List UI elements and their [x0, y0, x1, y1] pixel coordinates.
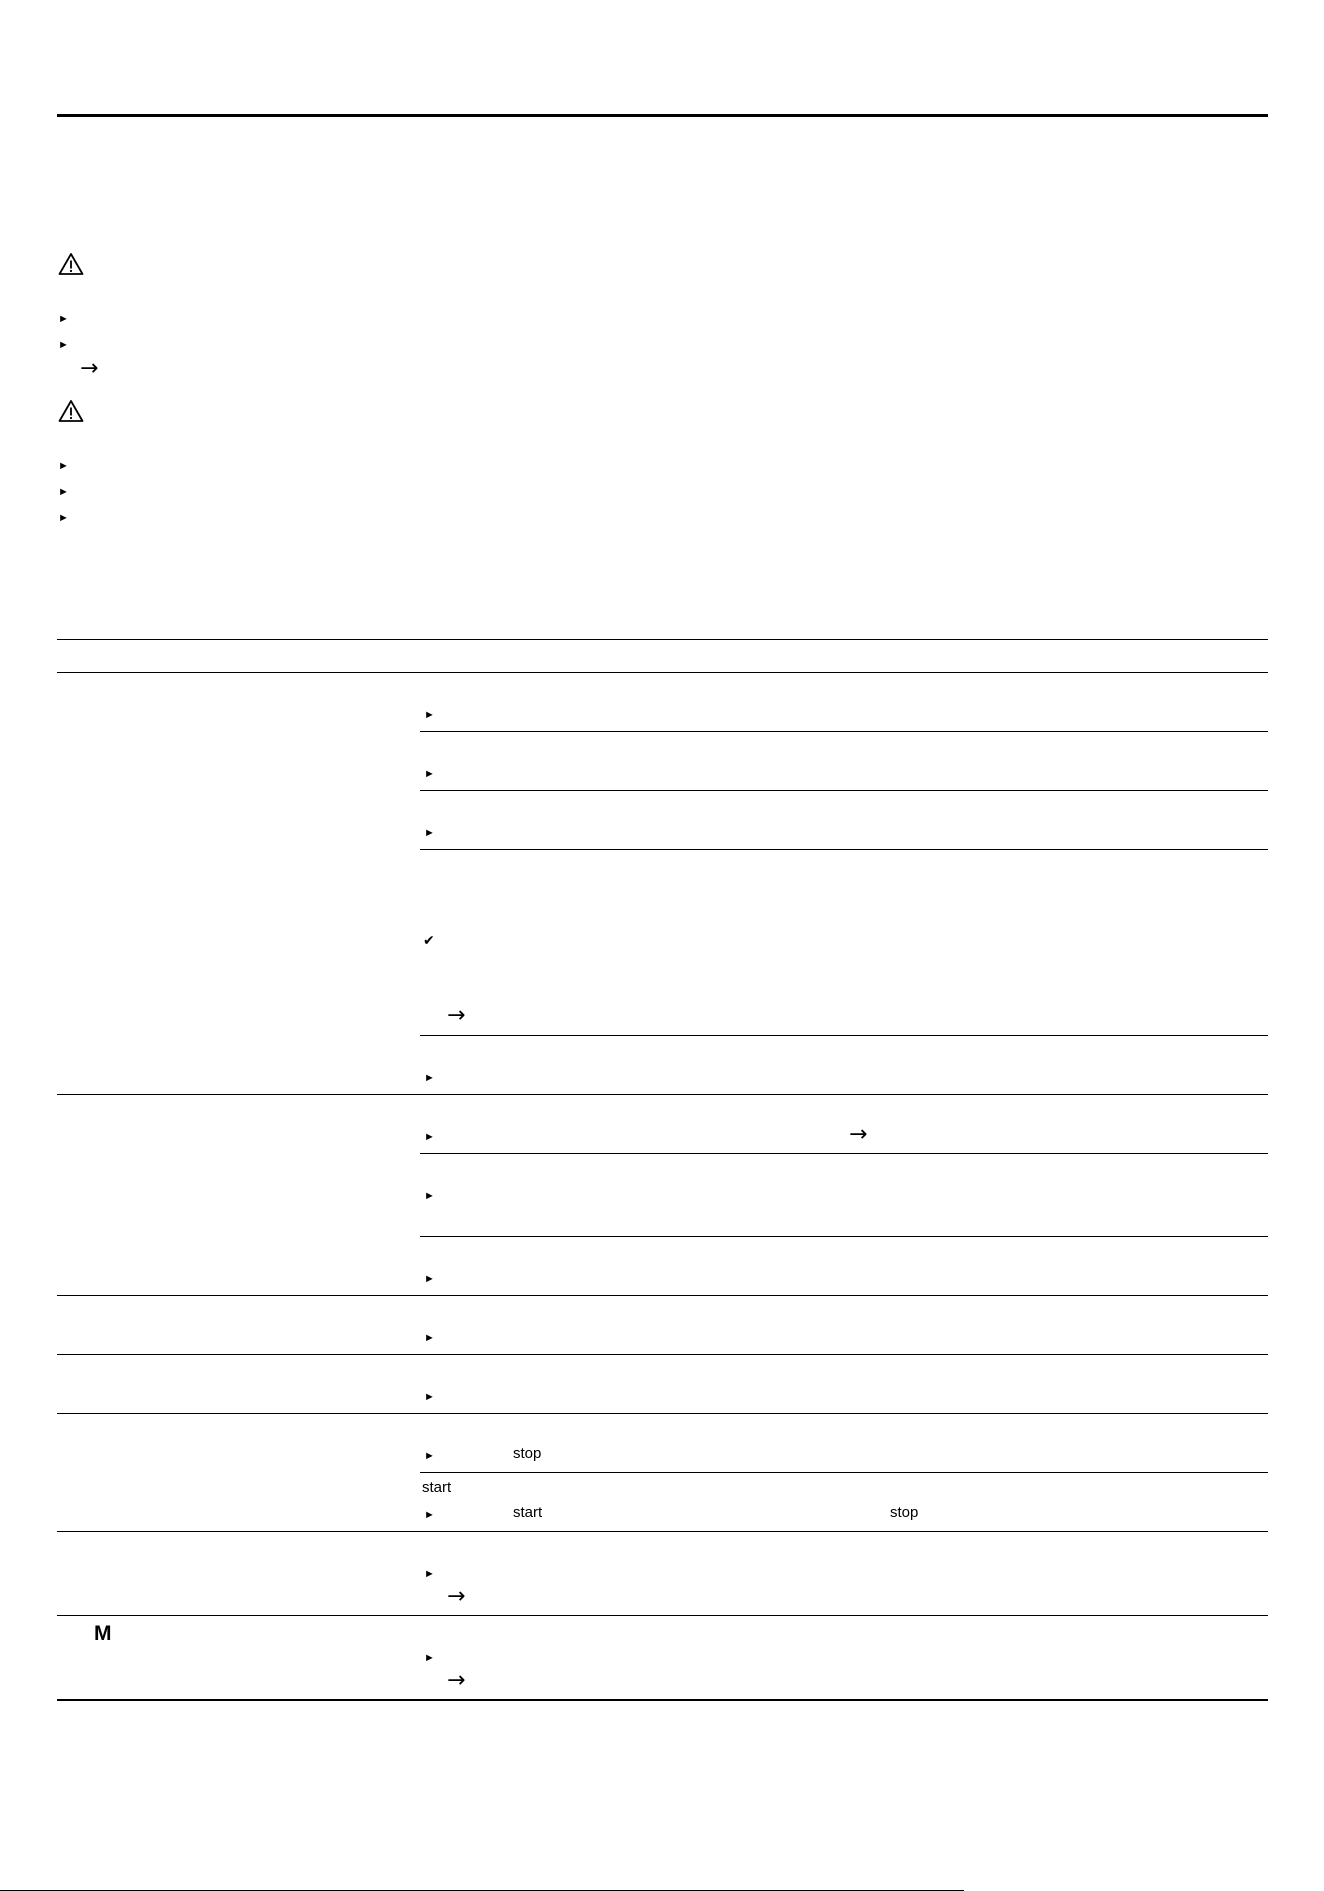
bullet-icon: ►	[424, 1652, 435, 1664]
bullet-icon: ►	[424, 768, 435, 780]
arrow-icon: →	[447, 1668, 466, 1693]
bullet-icon: ►	[424, 1391, 435, 1403]
row-divider	[420, 731, 1268, 732]
stop-label: stop	[513, 1445, 542, 1462]
warning-icon	[58, 399, 84, 423]
bullet-icon: ►	[424, 1131, 435, 1143]
row-divider-full	[57, 1413, 1268, 1414]
bullet-icon: ►	[58, 486, 69, 498]
warning-icon	[58, 252, 84, 276]
row-divider	[420, 1236, 1268, 1237]
m-code-label: M	[94, 1622, 112, 1645]
bullet-icon: ►	[424, 1273, 435, 1285]
row-divider-full	[57, 1615, 1268, 1616]
bullet-icon: ►	[58, 512, 69, 524]
check-icon: ✔	[423, 933, 435, 949]
row-divider	[420, 790, 1268, 791]
row-divider-full	[57, 1094, 1268, 1095]
row-divider	[420, 1153, 1268, 1154]
row-divider	[420, 1035, 1268, 1036]
bullet-icon: ►	[424, 1509, 435, 1521]
row-divider-full	[57, 1354, 1268, 1355]
bullet-icon: ►	[58, 460, 69, 472]
table-bottom-rule	[57, 1699, 1268, 1701]
bullet-icon: ►	[424, 1190, 435, 1202]
table-top-rule	[57, 639, 1268, 640]
arrow-icon: →	[80, 356, 99, 381]
arrow-icon: →	[447, 1584, 466, 1609]
start-label: start	[422, 1479, 452, 1496]
bullet-icon: ►	[424, 1450, 435, 1462]
table-header-rule	[57, 672, 1268, 673]
bullet-icon: ►	[424, 709, 435, 721]
arrow-icon: →	[447, 1003, 466, 1028]
bullet-icon: ►	[58, 339, 69, 351]
row-divider-full	[57, 1295, 1268, 1296]
header-rule	[57, 114, 1268, 117]
bullet-icon: ►	[424, 1072, 435, 1084]
row-divider	[420, 1472, 1268, 1473]
row-divider-full	[57, 1531, 1268, 1532]
bullet-icon: ►	[58, 313, 69, 325]
start-label: start	[513, 1504, 543, 1521]
stop-label: stop	[890, 1504, 919, 1521]
bullet-icon: ►	[424, 827, 435, 839]
arrow-icon: →	[849, 1122, 868, 1147]
bullet-icon: ►	[424, 1332, 435, 1344]
bullet-icon: ►	[424, 1568, 435, 1580]
row-divider	[420, 849, 1268, 850]
